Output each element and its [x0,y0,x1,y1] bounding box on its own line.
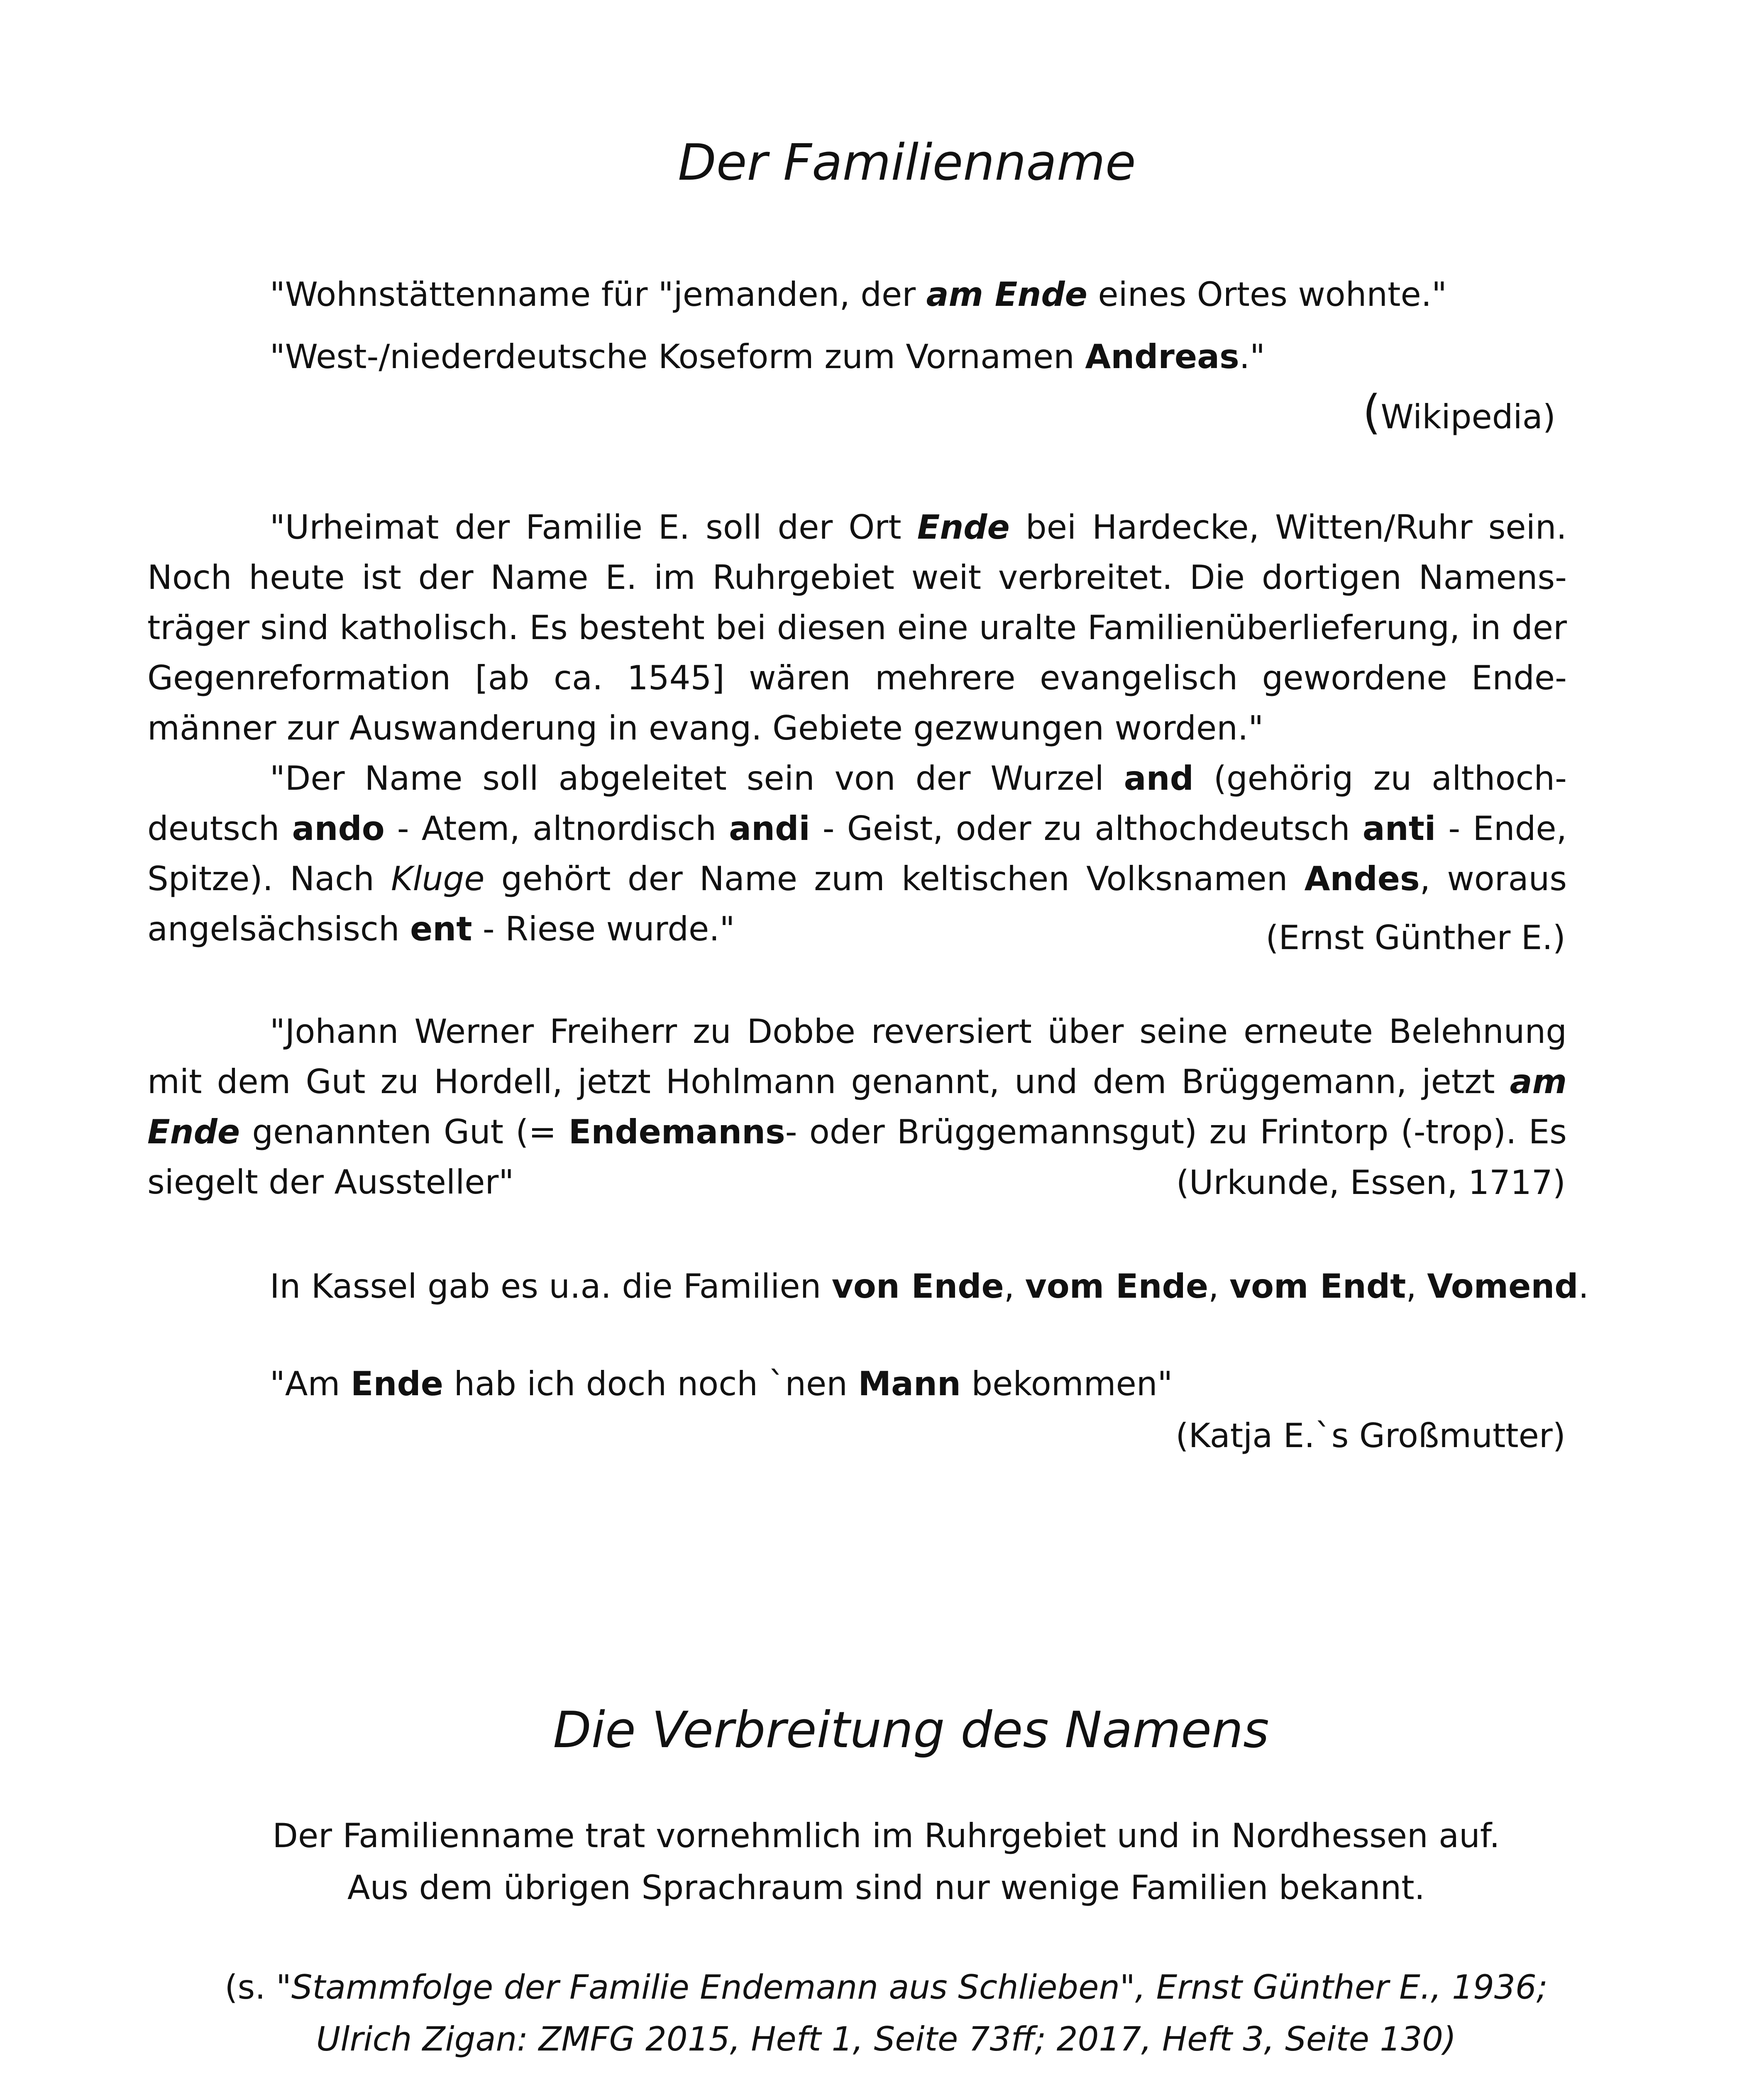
source-ernst-guenther: (Ernst Günther E.) [1266,918,1566,957]
verbreitung-line-2: Aus dem übrigen Sprachraum sind nur wenige Familien bekannt. [347,1868,1425,1907]
verbreitung-line-1: Der Familienname trat vornehmlich im Ruhrgebiet und in Nordhessen auf. [272,1816,1500,1855]
source-urkunde-essen: (Urkunde, Essen, 1717) [1176,1163,1566,1202]
paragraph-urheimat: "Urheimat der Familie E. soll der Ort Ende bei Hardecke, Witten/Ruhr sein. Noch heute ist der Name E. im Ruhrgebiet weit verbreitet. Die dortigen Namens- träger sind katholisch. Es besteht bei diesen eine uralte Familienüberlieferung, in der Gegenreformation [ab ca. 1545] wären mehrere evangelisch gewordene Ende- männer zur Auswanderung in evang. Gebiete gezwungen worden." [147,508,1567,747]
section-heading-verbreitung: Die Verbreitung des Namens [553,1702,1269,1759]
source-wikipedia: (Wikipedia) [1362,386,1556,439]
paragraph-wurzel: "Der Name soll abgeleitet sein von der Wurzel and (gehörig zu althoch- deutsch ando - Atem, altnordisch andi - Geist, oder zu althochdeutsch anti - Ende, Spitze). Nach Kluge gehört der Name zum keltischen Volksnamen Andes, woraus angelsächsisch ent - Riese wurde." [147,759,1567,948]
paragraph-urkunde: "Johann Werner Freiherr zu Dobbe reversiert über seine erneute Belehnung mit dem Gut zu Hordell, jetzt Hohlmann genannt, und dem Brüggemann, jetzt am Ende genannten Gut (= Endemanns- oder Brüggemannsgut) zu Frintorp (-trop). Es siegelt der Aussteller" [147,1012,1567,1201]
quote-koseform: "West-/niederdeutsche Koseform zum Vornamen Andreas." [270,337,1265,376]
reference-line-1: (s. "Stammfolge der Familie Endemann aus Schlieben", Ernst Günther E., 1936; [225,1968,1548,2007]
section-heading-familienname: Der Familienname [678,134,1136,192]
reference-line-2: Ulrich Zigan: ZMFG 2015, Heft 1, Seite 73ff; 2017, Heft 3, Seite 130) [316,2020,1456,2058]
source-katja: (Katja E.`s Großmutter) [1175,1416,1566,1455]
kassel-families: In Kassel gab es u.a. die Familien von Ende, vom Ende, vom Endt, Vomend. [270,1267,1589,1306]
quote-wohnstaettenname: "Wohnstättenname für "jemanden, der am Ende eines Ortes wohnte." [270,275,1447,314]
quote-grossmutter: "Am Ende hab ich doch noch `nen Mann bekommen" [270,1365,1173,1403]
